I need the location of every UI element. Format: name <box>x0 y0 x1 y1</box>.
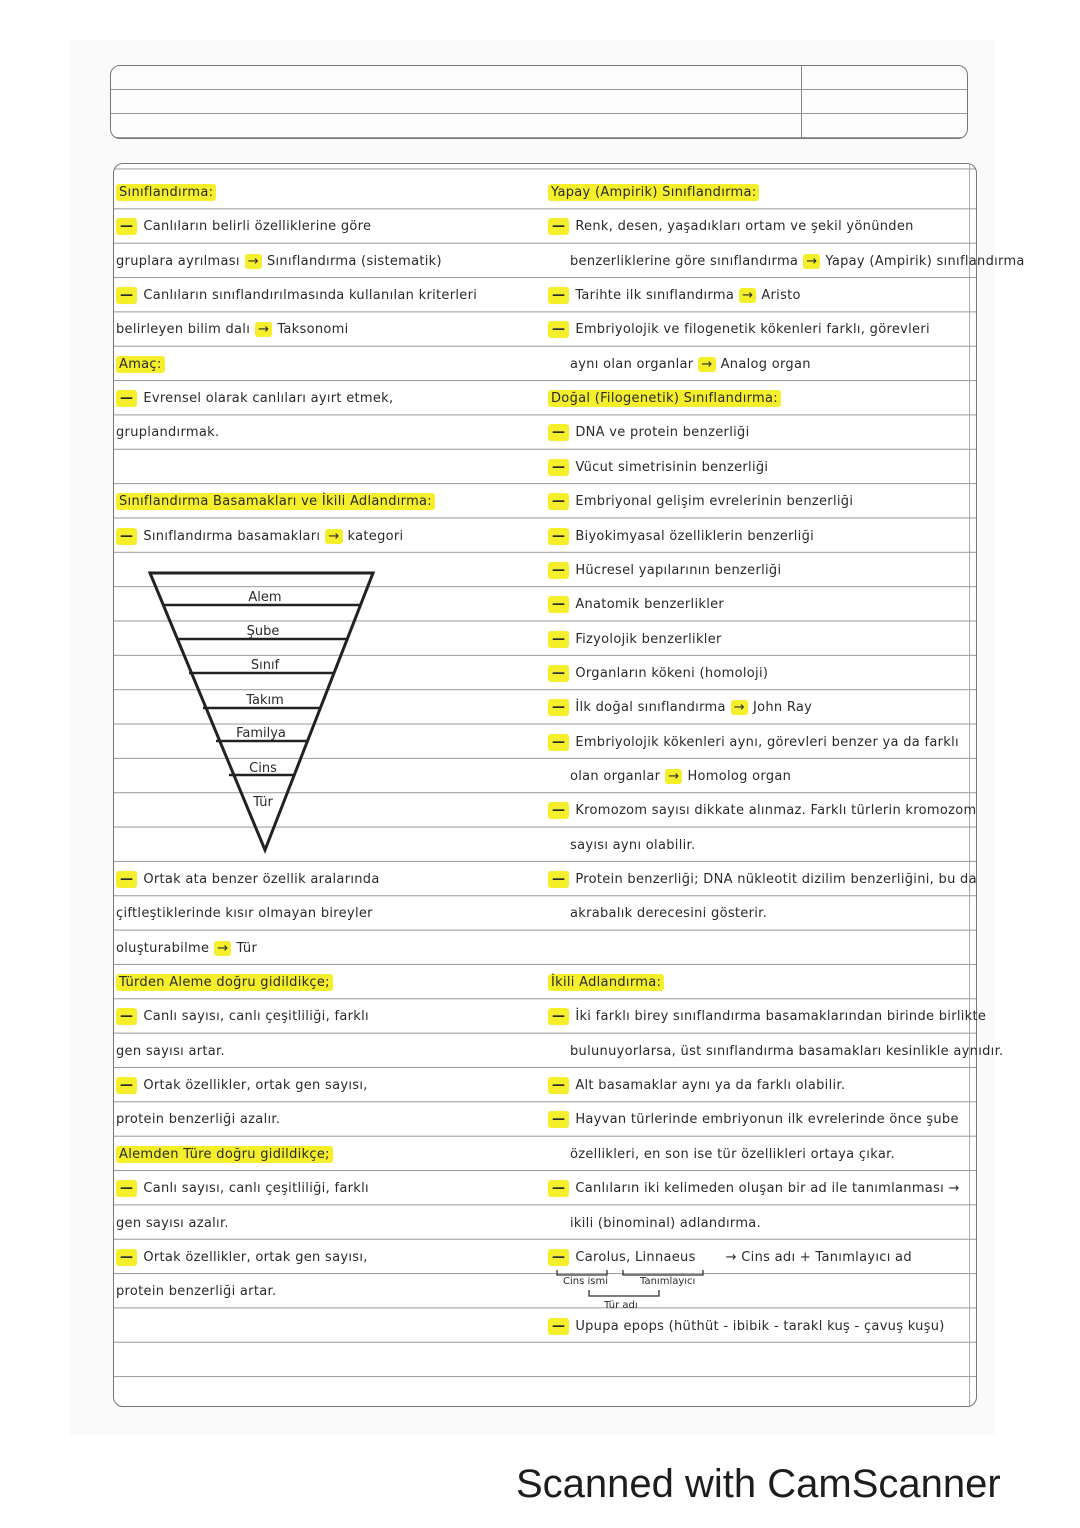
pyramid-level-label: Takım <box>246 693 284 708</box>
note-text: benzerliklerine göre sınıflandırma <box>570 253 799 269</box>
bullet-dash-marker: — <box>116 390 137 407</box>
note-text: Protein benzerliği; DNA nükleotit dizilim benzerliğini, bu da <box>575 872 977 887</box>
pyramid-icon <box>145 568 380 858</box>
note-line <box>548 424 749 442</box>
note-line <box>116 1008 369 1026</box>
note-line <box>570 768 791 786</box>
bullet-dash-marker: — <box>548 596 569 613</box>
note-text: Vücut simetrisinin benzerliği <box>575 459 769 475</box>
note-text: Upupa epops (hüthüt - ibibik - tarakl kuş - çavuş kuşu) <box>575 1318 945 1334</box>
note-text: Hayvan türlerinde embriyonun ilk evrelerinde önce şube <box>575 1112 959 1128</box>
bullet-dash-marker: — <box>548 871 569 888</box>
note-line <box>116 218 371 236</box>
bullet-dash-marker: — <box>548 218 569 235</box>
note-text: Embriyonal gelişim evrelerinin benzerliği <box>575 494 854 510</box>
note-line <box>116 1180 369 1198</box>
note-line <box>116 528 403 546</box>
bullet-dash-marker: — <box>116 287 137 304</box>
bullet-dash-marker: — <box>548 459 569 476</box>
section-heading: Alemden Türe doğru gidildikçe; <box>116 1146 333 1163</box>
note-text: DNA ve protein benzerliği <box>575 425 750 441</box>
section-heading: Sınıflandırma Basamakları ve İkili Adlandırma: <box>116 493 435 510</box>
note-line <box>548 184 759 202</box>
note-line <box>548 1111 959 1129</box>
note-line <box>548 287 801 305</box>
note-text: gen sayısı artar. <box>116 1043 225 1059</box>
section-heading: Doğal (Filogenetik) Sınıflandırma: <box>548 390 781 407</box>
note-text: Kromozom sayısı dikkate alınmaz. Farklı türlerin kromozom <box>575 803 977 819</box>
note-line <box>548 1180 960 1198</box>
note-line <box>570 905 767 923</box>
arrow-icon: → <box>731 700 748 715</box>
note-text: Ortak özellikler, ortak gen sayısı, <box>143 1249 368 1265</box>
pyramid-level-label: Sınıf <box>250 658 280 673</box>
note-line <box>116 1043 225 1061</box>
note-text: Fizyolojik benzerlikler <box>575 631 722 647</box>
note-line <box>116 184 216 202</box>
note-line <box>570 1043 1003 1061</box>
descriptor-note: Tanımlayıcı <box>640 1276 696 1287</box>
note-text: Canlı sayısı, canlı çeşitliliği, farklı <box>143 1181 369 1197</box>
bullet-dash-marker: — <box>116 871 137 888</box>
note-text: çiftleştiklerinde kısır olmayan bireyler <box>116 906 373 922</box>
note-result: Taksonomi <box>277 322 349 338</box>
bullet-dash-marker: — <box>116 1249 137 1266</box>
note-line <box>548 1318 945 1336</box>
note-result: Analog organ <box>720 356 811 372</box>
bullet-dash-marker: — <box>548 1008 569 1025</box>
arrow-icon: → <box>665 769 682 784</box>
bullet-dash-marker: — <box>548 631 569 648</box>
bullet-dash-marker: — <box>548 562 569 579</box>
arrow-icon: → <box>698 357 715 372</box>
note-text: oluşturabilme <box>116 940 210 956</box>
bullet-dash-marker: — <box>548 321 569 338</box>
arrow-icon: → <box>245 254 262 269</box>
note-line <box>116 493 435 511</box>
note-result: Tür <box>236 940 258 956</box>
pyramid-level-label: Şube <box>246 624 280 639</box>
note-text: Ortak ata benzer özellik aralarında <box>143 872 380 887</box>
bullet-dash-marker: — <box>548 1249 569 1266</box>
note-line <box>116 905 373 923</box>
note-line <box>548 459 768 477</box>
note-result: kategori <box>347 528 404 544</box>
note-text: Organların kökeni (homoloji) <box>575 665 769 681</box>
note-text: belirleyen bilim dalı <box>116 322 251 338</box>
header-divider <box>801 66 802 138</box>
arrow-icon: → <box>255 322 272 337</box>
note-text: gruplandırmak. <box>116 425 220 441</box>
note-line <box>548 974 664 992</box>
note-text: Carolus, Linnaeus <box>575 1249 696 1265</box>
section-heading: Türden Aleme doğru gidildikçe; <box>116 974 333 991</box>
bullet-dash-marker: — <box>548 802 569 819</box>
note-text: olan organlar <box>570 768 661 784</box>
note-line <box>548 665 768 683</box>
note-line <box>570 837 695 855</box>
bullet-dash-marker: — <box>548 1077 569 1094</box>
note-line <box>548 1008 986 1026</box>
note-text: gruplara ayrılması <box>116 253 240 269</box>
note-line <box>548 1249 912 1267</box>
note-line <box>116 1111 280 1129</box>
note-line <box>116 1249 368 1267</box>
note-line <box>548 1077 845 1095</box>
note-line <box>548 321 930 339</box>
bullet-dash-marker: — <box>116 528 137 545</box>
note-text: aynı olan organlar <box>570 356 694 372</box>
note-line <box>116 356 165 374</box>
note-line <box>116 974 333 992</box>
camscanner-watermark: Scanned with CamScanner <box>516 1462 1001 1506</box>
note-text: Embriyolojik ve filogenetik kökenleri farklı, görevleri <box>575 322 930 338</box>
note-text: Alt basamaklar aynı ya da farklı olabilir. <box>575 1078 846 1094</box>
note-result: Homolog organ <box>687 768 792 784</box>
note-text: Sınıflandırma basamakları <box>143 528 321 544</box>
note-line <box>548 218 914 236</box>
note-result: Yapay (Ampirik) sınıflandırma <box>825 253 1025 269</box>
note-result: → Cins adı + Tanımlayıcı ad <box>725 1249 912 1265</box>
note-line <box>548 631 722 649</box>
bullet-dash-marker: — <box>548 665 569 682</box>
note-result: Sınıflandırma (sistematik) <box>266 253 442 269</box>
note-line <box>116 253 442 271</box>
bullet-dash-marker: — <box>548 699 569 716</box>
note-line <box>548 562 781 580</box>
note-text: Biyokimyasal özelliklerin benzerliği <box>575 528 815 544</box>
note-line <box>116 1077 368 1095</box>
note-text: Ortak özellikler, ortak gen sayısı, <box>143 1078 368 1094</box>
note-result: John Ray <box>752 700 813 716</box>
classification-pyramid <box>145 568 380 862</box>
margin-line <box>969 164 970 1406</box>
bullet-dash-marker: — <box>548 424 569 441</box>
arrow-icon: → <box>214 941 231 956</box>
arrow-icon: → <box>325 529 342 544</box>
note-line <box>116 321 349 339</box>
note-line <box>548 493 853 511</box>
note-line <box>548 596 724 614</box>
bracket-icon <box>555 1268 715 1302</box>
note-text: özellikleri, en son ise tür özellikleri ortaya çıkar. <box>570 1146 895 1162</box>
pyramid-level-label: Familya <box>236 726 286 741</box>
note-text: Canlıların sınıflandırılmasında kullanılan kriterleri <box>143 288 478 304</box>
note-line <box>116 1146 333 1164</box>
note-text: Canlı sayısı, canlı çeşitliliği, farklı <box>143 1009 369 1025</box>
note-line <box>548 734 959 752</box>
bullet-dash-marker: — <box>116 218 137 235</box>
note-line <box>570 356 811 374</box>
bullet-dash-marker: — <box>116 1077 137 1094</box>
note-line <box>116 287 477 305</box>
section-heading: Amaç: <box>116 356 165 373</box>
note-text: bulunuyorlarsa, üst sınıflandırma basamakları kesinlikle aynıdır. <box>570 1043 1004 1059</box>
note-text: Anatomik benzerlikler <box>575 597 725 613</box>
note-line <box>548 871 977 889</box>
bullet-dash-marker: — <box>548 493 569 510</box>
bullet-dash-marker: — <box>548 734 569 751</box>
note-line <box>548 802 976 820</box>
bullet-dash-marker: — <box>548 287 569 304</box>
note-line <box>116 940 257 958</box>
note-text: protein benzerliği artar. <box>116 1284 277 1300</box>
bullet-dash-marker: — <box>116 1180 137 1197</box>
note-text: sayısı aynı olabilir. <box>570 837 696 853</box>
note-line <box>548 699 812 717</box>
note-text: Canlıların belirli özelliklerine göre <box>143 219 372 235</box>
note-line <box>570 253 1025 271</box>
section-heading: Sınıflandırma: <box>116 184 216 201</box>
note-text: Hücresel yapılarının benzerliği <box>575 562 782 578</box>
note-line <box>548 528 814 546</box>
note-text: Embriyolojik kökenleri aynı, görevleri benzer ya da farklı <box>575 734 959 750</box>
pyramid-level-label: Tür <box>253 795 273 810</box>
bullet-dash-marker: — <box>548 1318 569 1335</box>
section-heading: İkili Adlandırma: <box>548 974 664 991</box>
note-line <box>116 424 219 442</box>
bullet-dash-marker: — <box>548 528 569 545</box>
section-heading: Yapay (Ampirik) Sınıflandırma: <box>548 184 759 201</box>
species-note: Tür adı <box>604 1300 638 1311</box>
note-line <box>570 1146 895 1164</box>
note-line <box>570 1215 761 1233</box>
bullet-dash-marker: — <box>548 1180 569 1197</box>
bullet-dash-marker: — <box>116 1008 137 1025</box>
note-text: gen sayısı azalır. <box>116 1215 229 1231</box>
note-text: akrabalık derecesini gösterir. <box>570 906 768 922</box>
note-text: ikili (binominal) adlandırma. <box>570 1215 762 1231</box>
note-line <box>116 390 393 408</box>
note-line <box>548 390 781 408</box>
arrow-icon: → <box>739 288 756 303</box>
note-result: Aristo <box>761 288 801 304</box>
note-text: İlk doğal sınıflandırma <box>575 700 726 716</box>
note-line <box>116 871 380 889</box>
bullet-dash-marker: — <box>548 1111 569 1128</box>
header-box <box>110 65 968 139</box>
note-text: protein benzerliği azalır. <box>116 1112 281 1128</box>
note-text: Canlıların iki kelimeden oluşan bir ad ile tanımlanması → <box>575 1181 960 1197</box>
arrow-icon: → <box>803 254 820 269</box>
note-text: Tarihte ilk sınıflandırma <box>575 288 735 304</box>
note-text: İki farklı birey sınıflandırma basamaklarından birinde birlikte <box>575 1009 987 1025</box>
note-text: Renk, desen, yaşadıkları ortam ve şekil yönünden <box>575 219 914 235</box>
note-line <box>116 1283 276 1301</box>
pyramid-level-label: Cins <box>249 761 277 776</box>
note-text: Evrensel olarak canlıları ayırt etmek, <box>143 391 394 407</box>
pyramid-level-label: Alem <box>248 590 282 605</box>
note-line <box>116 1215 229 1233</box>
genus-note: Cins ismi <box>563 1276 608 1287</box>
